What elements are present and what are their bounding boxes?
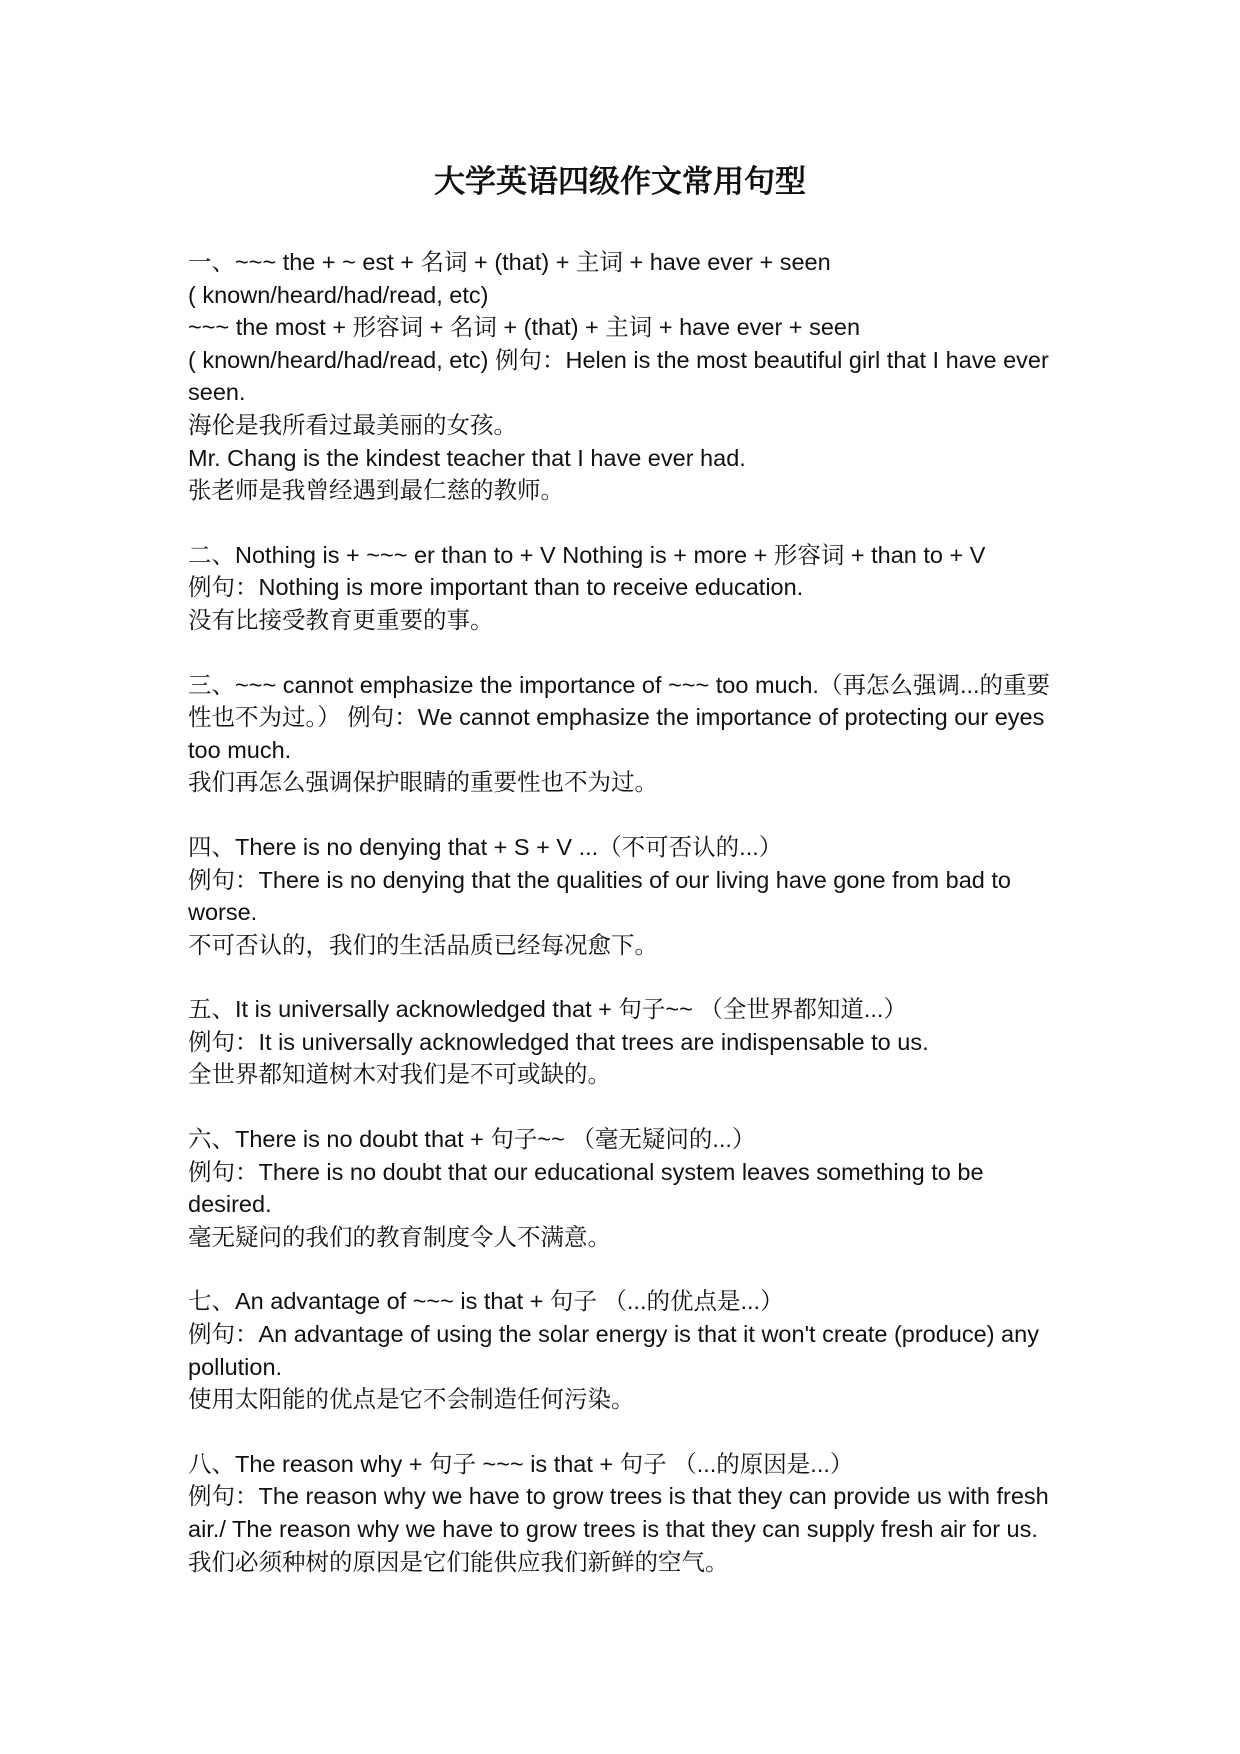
sentence-pattern-section bbox=[188, 246, 1066, 507]
pattern-line: 四、There is no denying that + S + V ...（不可否认的...） bbox=[188, 833, 783, 860]
sentence-pattern-section bbox=[188, 1448, 1066, 1578]
translation-line: 使用太阳能的优点是它不会制造任何污染。 bbox=[188, 1386, 635, 1413]
translation-line: 没有比接受教育更重要的事。 bbox=[188, 606, 494, 633]
sentence-pattern-section bbox=[188, 539, 1066, 637]
sentence-pattern-section bbox=[188, 831, 1066, 961]
pattern-line: ~~~ the most + 形容词 + 名词 + (that) + 主词 + have ever + seen bbox=[188, 314, 861, 341]
translation-line: 张老师是我曾经遇到最仁慈的教师。 bbox=[188, 477, 564, 504]
sentence-pattern-section bbox=[188, 1285, 1066, 1415]
example-line: 例句：Nothing is more important than to receive education. bbox=[188, 574, 804, 601]
sentence-pattern-section bbox=[188, 993, 1066, 1091]
pattern-line: ( known/heard/had/read, etc) bbox=[188, 281, 489, 308]
example-line: 例句：There is no denying that the qualities of our living have gone from bad to worse. bbox=[188, 866, 1011, 926]
pattern-line: 八、The reason why + 句子 ~~~ is that + 句子 （...的原因是...） bbox=[188, 1450, 854, 1477]
pattern-line: 七、An advantage of ~~~ is that + 句子 （...的优点是...） bbox=[188, 1288, 784, 1315]
example-line: 例句：There is no doubt that our educational system leaves something to be desired. bbox=[188, 1158, 984, 1218]
pattern-line: 五、It is universally acknowledged that + 句子~~ （全世界都知道...） bbox=[188, 996, 907, 1023]
pattern-line: 一、~~~ the + ~ est + 名词 + (that) + 主词 + have ever + seen bbox=[188, 249, 831, 275]
example-line: Mr. Chang is the kindest teacher that I have ever had. bbox=[188, 444, 746, 471]
pattern-line: 二、Nothing is + ~~~ er than to + V Nothing is + more + 形容词 + than to + V bbox=[188, 541, 986, 568]
document-body bbox=[188, 246, 1066, 1578]
example-line: 例句：An advantage of using the solar energy is that it won't create (produce) any pollution. bbox=[188, 1321, 1039, 1380]
sentence-pattern-section bbox=[188, 669, 1066, 799]
example-line: 例句：The reason why we have to grow trees is that they can provide us with fresh air./ The reason why we have to grow trees is that they can supply fresh air for us. bbox=[188, 1483, 1049, 1542]
sentence-pattern-section bbox=[188, 1123, 1066, 1253]
translation-line: 不可否认的，我们的生活品质已经每况愈下。 bbox=[188, 931, 658, 958]
translation-line: 全世界都知道树木对我们是不可或缺的。 bbox=[188, 1061, 611, 1088]
pattern-line: 三、~~~ cannot emphasize the importance of ~~~ too much.（再怎么强调...的重要性也不为过。） 例句：We cannot emphasize the importance of protecting our eyes too much. bbox=[188, 671, 1051, 763]
translation-line: 毫无疑问的我们的教育制度令人不满意。 bbox=[188, 1223, 611, 1250]
document-title: 大学英语四级作文常用句型 bbox=[434, 164, 806, 200]
pattern-line: 六、There is no doubt that + 句子~~ （毫无疑问的...） bbox=[188, 1126, 756, 1153]
translation-line: 我们必须种树的原因是它们能供应我们新鲜的空气。 bbox=[188, 1548, 729, 1575]
translation-line: 海伦是我所看过最美丽的女孩。 bbox=[188, 411, 517, 438]
example-line: ( known/heard/had/read, etc) 例句：Helen is the most beautiful girl that I have ever seen. bbox=[188, 346, 1049, 406]
translation-line: 我们再怎么强调保护眼睛的重要性也不为过。 bbox=[188, 769, 658, 796]
example-line: 例句：It is universally acknowledged that trees are indispensable to us. bbox=[188, 1028, 929, 1055]
